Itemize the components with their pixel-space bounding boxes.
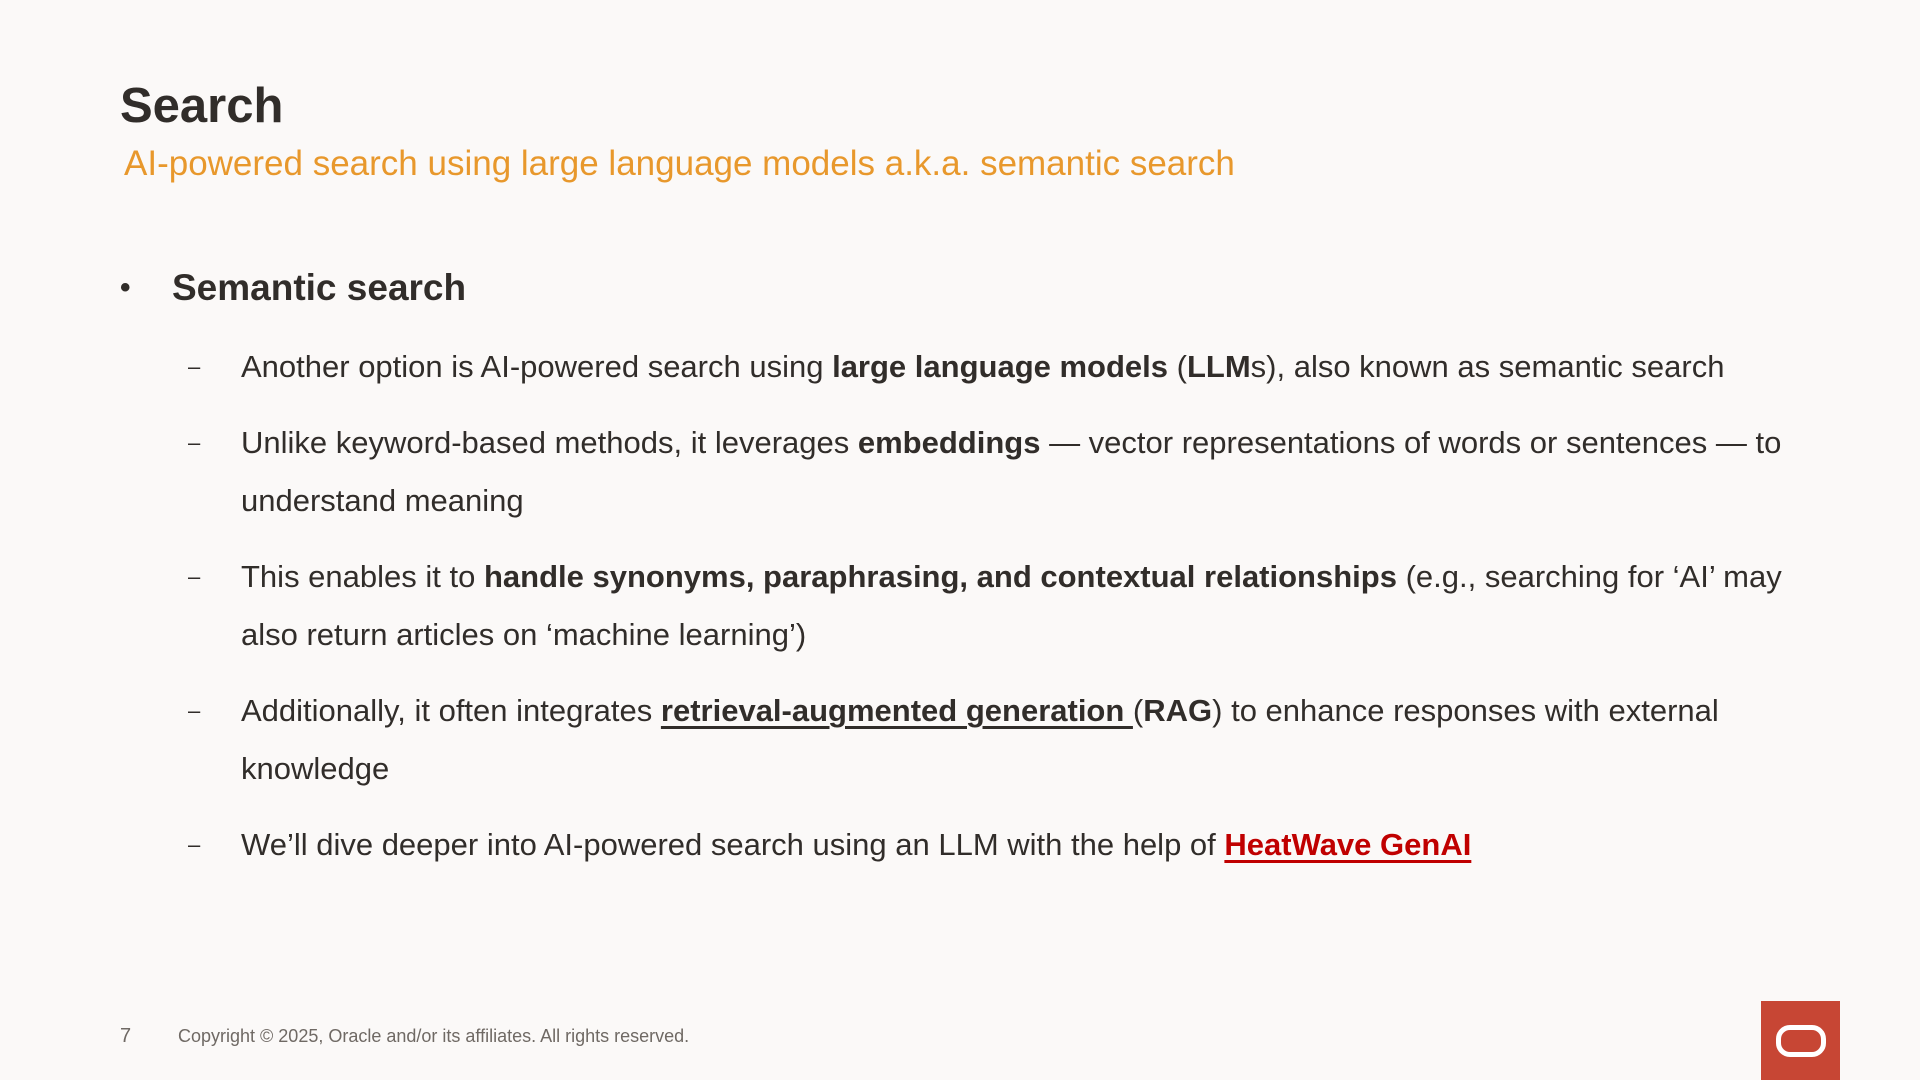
text-segment: Unlike keyword-based methods, it leverages [241, 425, 858, 460]
heatwave-genai-link[interactable]: HeatWave GenAI [1224, 827, 1472, 862]
text-segment-bold: embeddings [857, 425, 1041, 460]
list-item [120, 414, 1830, 530]
text-segment: ( [1168, 349, 1187, 384]
dash-icon: – [188, 564, 201, 589]
sub-bullet-list [120, 338, 1830, 874]
list-item [120, 548, 1830, 664]
text-segment: — vector representations of words or sentences — to understand meaning [241, 425, 1782, 518]
oracle-ring-icon [1776, 1025, 1826, 1057]
dash-icon: – [188, 832, 201, 857]
rag-term-link[interactable]: retrieval-augmented generation [660, 693, 1133, 728]
text-segment: s), also known as semantic search [1250, 349, 1725, 384]
bullet-icon: • [120, 271, 131, 304]
text-segment: ( [1132, 693, 1144, 728]
list-item [120, 816, 1830, 874]
list-item [120, 682, 1830, 798]
copyright-text: Copyright © 2025, Oracle and/or its affiliates. All rights reserved. [178, 1026, 690, 1046]
page-number: 7 [120, 1025, 132, 1047]
text-segment: Another option is AI-powered search using [241, 349, 833, 384]
text-segment: (e.g., searching for ‘AI’ may also return articles on ‘machine learning’) [241, 559, 1782, 652]
text-segment-bold: RAG [1143, 693, 1213, 728]
slide-title: Search [120, 79, 284, 133]
dash-icon: – [188, 354, 201, 379]
bullet-heading [120, 262, 1830, 314]
dash-icon: – [188, 430, 201, 455]
list-item [120, 338, 1830, 396]
text-segment-bold: LLM [1186, 349, 1251, 384]
oracle-logo-icon [1761, 1001, 1840, 1080]
text-segment: This enables it to [241, 559, 484, 594]
text-segment: We’ll dive deeper into AI-powered search using an LLM with the help of [241, 827, 1225, 862]
text-segment: ) to enhance responses with external knowledge [241, 693, 1719, 786]
bullet-heading-text: Semantic search [172, 267, 467, 308]
text-segment-bold: large language models [832, 349, 1169, 384]
slide-subtitle: AI-powered search using large language models a.k.a. semantic search [124, 144, 1235, 183]
text-segment-bold: handle synonyms, paraphrasing, and contextual relationships [483, 559, 1397, 594]
slide-content [120, 262, 1830, 892]
dash-icon: – [188, 698, 201, 723]
text-segment: Additionally, it often integrates [241, 693, 661, 728]
